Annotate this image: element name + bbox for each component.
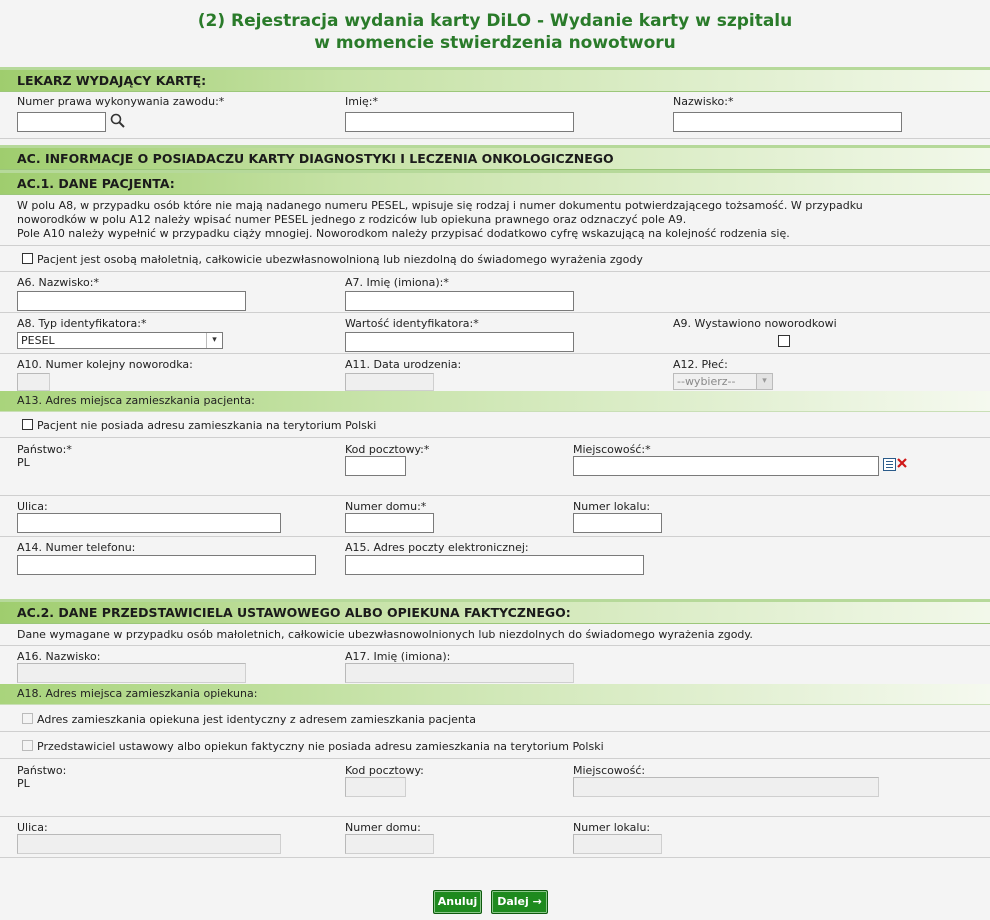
newborn-row [0,354,990,391]
no-address-row [0,412,990,438]
guardian-house-number-input[interactable] [345,834,434,854]
guardian-street-input[interactable] [17,834,281,854]
search-icon[interactable] [110,113,125,131]
address-row2 [0,496,990,537]
doctor-row [0,92,990,139]
a16-label: A16. Nazwisko: [17,650,101,663]
page-title [0,0,990,58]
address-row1 [0,438,990,496]
guardian-address-row2 [0,817,990,858]
guardian-country-label: Państwo: [17,764,67,777]
names-row [0,272,990,313]
contact-row [0,537,990,579]
a17-guardian-first-name-input[interactable] [345,663,574,683]
a7-label: A7. Imię (imiona):* [345,276,449,289]
a16-guardian-last-name-input[interactable] [17,663,246,683]
city-input[interactable] [573,456,879,476]
chevron-down-icon: ▾ [756,374,772,389]
guardian-postal-code-input[interactable] [345,777,406,797]
ac1-info-line3: Pole A10 należy wypełnić w przypadku ciąży mnogiej. Noworodkom należy przypisać dodatkowo cyfrę wskazującą na kolejność rodzenia się. [17,227,790,240]
guardian-country-value: PL [17,777,30,790]
house-number-label: Numer domu:* [345,500,427,513]
page-title-line2: w momencie stwierdzenia nowotworu [314,33,676,53]
a14-phone-input[interactable] [17,555,316,575]
doctor-section-header: LEKARZ WYDAJĄCY KARTĘ: [0,67,990,92]
country-label: Państwo:* [17,443,72,456]
a7-first-name-input[interactable] [345,291,574,311]
a10-newborn-number-input[interactable] [17,373,50,391]
a11-label: A11. Data urodzenia: [345,358,462,371]
guardian-flat-number-input[interactable] [573,834,662,854]
a9-label: A9. Wystawiono noworodkowi [673,317,837,330]
guardian-no-address-row [0,732,990,759]
clear-icon[interactable] [896,457,908,472]
flat-number-label: Numer lokalu: [573,500,651,513]
a8-id-type-select[interactable] [17,332,223,349]
a11-birth-date-input[interactable] [345,373,434,391]
ac1-info-line1: W polu A8, w przypadku osób które nie mają nadanego numeru PESEL, wpisuje się rodzaj i numer dokumentu potwierdzającego tożsamość. W przypadku [17,199,863,212]
license-label: Numer prawa wykonywania zawodu:* [17,95,225,108]
ac1-info [0,195,990,246]
doctor-first-name-label: Imię:* [345,95,378,108]
minor-checkbox[interactable] [22,253,33,264]
guardian-city-label: Miejscowość: [573,764,646,777]
postal-code-label: Kod pocztowy:* [345,443,430,456]
a12-selected-value: --wybierz-- [677,375,736,388]
country-value: PL [17,456,30,469]
a18-section-header: A18. Adres miejsca zamieszkania opiekuna: [0,684,990,705]
doctor-last-name-input[interactable] [673,112,902,132]
guardian-city-input[interactable] [573,777,879,797]
no-address-checkbox[interactable] [22,419,33,430]
cancel-button[interactable]: Anuluj [433,890,482,914]
ac2-info: Dane wymagane w przypadku osób małoletnich, całkowicie ubezwłasnowolnionych lub niezdolnych do świadomego wyrażenia zgody. [17,628,753,641]
no-address-checkbox-label[interactable]: Pacjent nie posiada adresu zamieszkania na terytorium Polski [37,419,377,432]
same-address-row [0,705,990,732]
identifier-row [0,313,990,354]
id-value-label: Wartość identyfikatora:* [345,317,479,330]
doctor-last-name-label: Nazwisko:* [673,95,734,108]
street-input[interactable] [17,513,281,533]
same-address-checkbox[interactable] [22,713,33,724]
ac1-info-line2: noworodków w polu A12 należy wpisać numer PESEL jednego z rodziców lub opiekuna prawnego oraz odznaczyć pole A9. [17,213,687,226]
guardian-no-address-checkbox-label[interactable]: Przedstawiciel ustawowy albo opiekun faktyczny nie posiada adresu zamieszkania na terytorium Polski [37,740,604,753]
a8-selected-value: PESEL [21,334,55,347]
house-number-input[interactable] [345,513,434,533]
guardian-address-row1 [0,759,990,817]
a12-sex-select[interactable] [673,373,773,390]
a15-email-input[interactable] [345,555,644,575]
a15-label: A15. Adres poczty elektronicznej: [345,541,529,554]
minor-checkbox-row [0,246,990,272]
city-label: Miejscowość:* [573,443,651,456]
list-icon[interactable] [883,458,896,474]
a13-section-header: A13. Adres miejsca zamieszkania pacjenta: [0,391,990,412]
guardian-postal-code-label: Kod pocztowy: [345,764,424,777]
a14-label: A14. Numer telefonu: [17,541,136,554]
a10-label: A10. Numer kolejny noworodka: [17,358,193,371]
ac2-info-row [0,624,990,646]
a6-label: A6. Nazwisko:* [17,276,99,289]
flat-number-input[interactable] [573,513,662,533]
id-value-input[interactable] [345,332,574,352]
a9-newborn-checkbox[interactable] [778,335,790,347]
ac2-section-header: AC.2. DANE PRZEDSTAWICIELA USTAWOWEGO ALBO OPIEKUNA FAKTYCZNEGO: [0,599,990,624]
guardian-street-label: Ulica: [17,821,48,834]
a8-label: A8. Typ identyfikatora:* [17,317,147,330]
minor-checkbox-label[interactable]: Pacjent jest osobą małoletnią, całkowicie ubezwłasnowolnioną lub niezdolną do świadomego wyrażenia zgody [37,253,643,266]
a6-last-name-input[interactable] [17,291,246,311]
chevron-down-icon: ▾ [206,333,222,348]
guardian-names-row [0,646,990,684]
a12-label: A12. Płeć: [673,358,728,371]
guardian-house-number-label: Numer domu: [345,821,421,834]
postal-code-input[interactable] [345,456,406,476]
ac-section-header: AC. INFORMACJE O POSIADACZU KARTY DIAGNOSTYKI I LECZENIA ONKOLOGICZNEGO [0,145,990,170]
license-number-input[interactable] [17,112,106,132]
next-button[interactable]: Dalej → [491,890,548,914]
street-label: Ulica: [17,500,48,513]
a17-label: A17. Imię (imiona): [345,650,451,663]
doctor-first-name-input[interactable] [345,112,574,132]
ac1-section-header: AC.1. DANE PACJENTA: [0,170,990,195]
guardian-no-address-checkbox[interactable] [22,740,33,751]
guardian-flat-number-label: Numer lokalu: [573,821,651,834]
same-address-checkbox-label[interactable]: Adres zamieszkania opiekuna jest identyczny z adresem zamieszkania pacjenta [37,713,476,726]
page-title-line1: (2) Rejestracja wydania karty DiLO - Wydanie karty w szpitalu [197,11,793,31]
